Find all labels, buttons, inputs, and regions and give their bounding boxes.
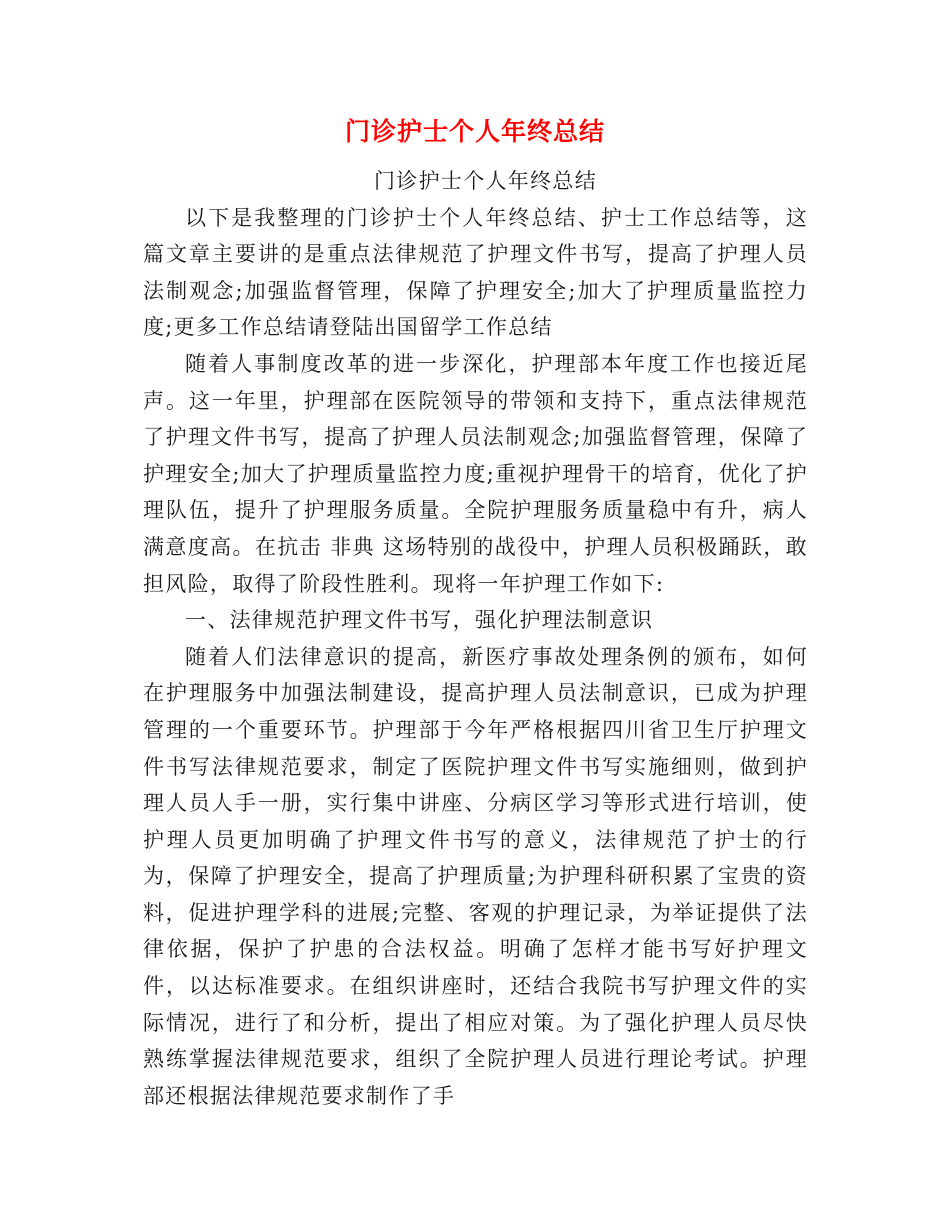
paragraph-section-1: 随着人们法律意识的提高，新医疗事故处理条例的颁布，如何在护理服务中加强法制建设，提高护理人员法制意识，已成为护理管理的一个重要环节。护理部于今年严格根据四川省卫生厅护理文件书写法律规范要求，制定了医院护理文件书写实施细则，做到护理人员人手一册，实行集中讲座、分病区学习等形式进行培训，使护理人员更加明确了护理文件书写的意义，法律规范了护士的行为，保障了护理安全，提高了护理质量;为护理科研积累了宝贵的资料，促进护理学科的进展;完整、客观的护理记录，为举证提供了法律依据，保护了护患的合法权益。明确了怎样才能书写好护理文件，以达标准要求。在组织讲座时，还结合我院书写护理文件的实际情况，进行了和分析，提出了相应对策。为了强化护理人员尽快熟练掌握法律规范要求，组织了全院护理人员进行理论考试。护理部还根据法律规范要求制作了手: [143, 644, 808, 1108]
paragraph-overview: 随着人事制度改革的进一步深化，护理部本年度工作也接近尾声。这一年里，护理部在医院领导的带领和支持下，重点法律规范了护理文件书写，提高了护理人员法制观念;加强监督管理，保障了护理安全;加大了护理质量监控力度;重视护理骨干的培育，优化了护理队伍，提升了护理服务质量。全院护理服务质量稳中有升，病人满意度高。在抗击 非典 这场特别的战役中，护理人员积极踊跃，敢担风险，取得了阶段性胜利。现将一年护理工作如下:: [143, 351, 808, 596]
section-heading-1: 一、法律规范护理文件书写，强化护理法制意识: [185, 608, 654, 633]
document-title: 门诊护士个人年终总结: [344, 117, 605, 146]
paragraph-intro: 以下是我整理的门诊护士个人年终总结、护士工作总结等，这篇文章主要讲的是重点法律规范了护理文件书写，提高了护理人员法制观念;加强监督管理，保障了护理安全;加大了护理质量监控力度;更多工作总结请登陆出国留学工作总结: [143, 205, 808, 340]
document-body: [143, 163, 808, 1114]
document-subtitle: 门诊护士个人年终总结: [374, 169, 597, 193]
